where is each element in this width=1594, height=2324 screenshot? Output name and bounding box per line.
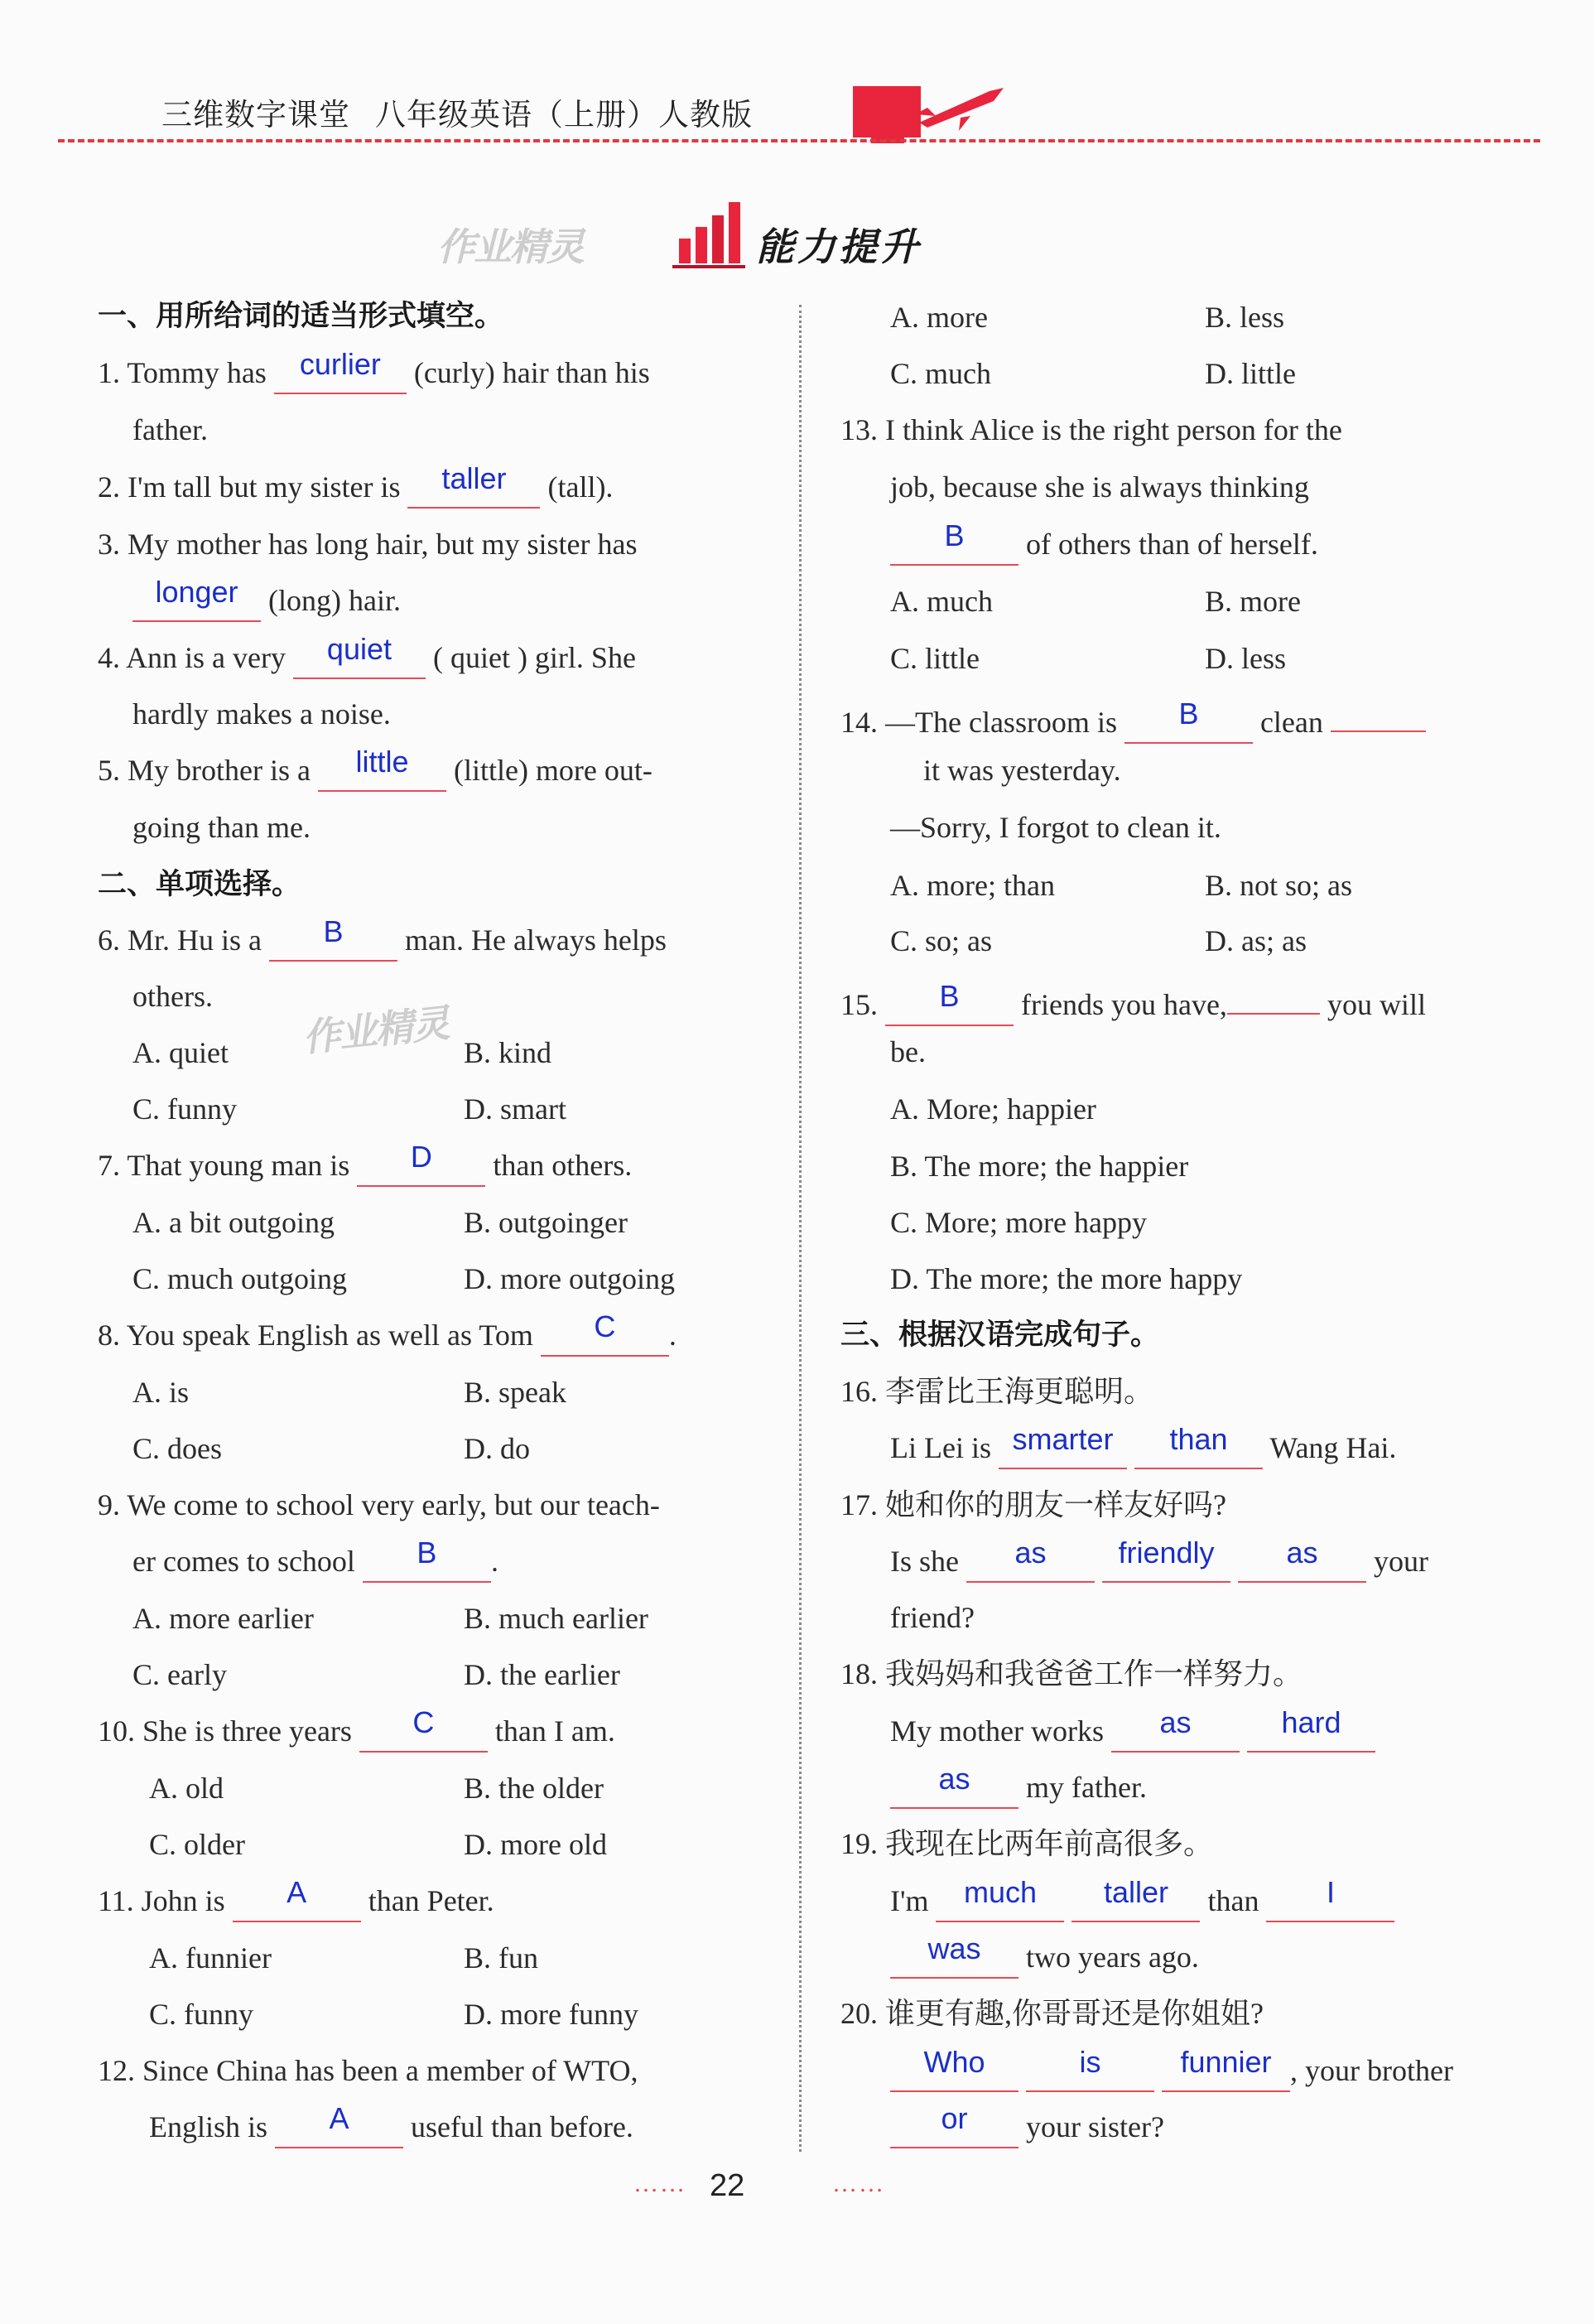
- q14-text: 14. —The classroom is: [840, 706, 1117, 739]
- question-13: 13. I think Alice is the right person for the: [840, 413, 1342, 446]
- q12-blank: [275, 2101, 403, 2148]
- q7-option-c: C. much outgoing: [132, 1262, 347, 1295]
- q8-blank: [541, 1309, 669, 1357]
- q4-answer: quiet: [326, 632, 392, 666]
- q9-option-d: D. the earlier: [464, 1658, 620, 1691]
- q17-text: Is she: [890, 1545, 959, 1578]
- q19-answer-1: much: [963, 1875, 1037, 1909]
- q7-text-2: than others.: [493, 1149, 633, 1182]
- q17-blank-2: [1102, 1536, 1230, 1583]
- q20-text: , your brother: [1290, 2054, 1453, 2087]
- q18-text: My mother works: [890, 1714, 1104, 1748]
- q5-answer: little: [355, 745, 409, 779]
- q19-blank-1: [936, 1875, 1064, 1922]
- q5-text: 5. My brother is a: [98, 754, 311, 787]
- q14-option-d: D. as; as: [1205, 924, 1307, 957]
- q19-answer-4: was: [927, 1931, 981, 1965]
- q5-blank: [318, 745, 446, 792]
- q12-text-2: English is: [149, 2110, 268, 2143]
- q2-text: 2. I'm tall but my sister is: [98, 470, 401, 504]
- q15-answer: B: [939, 979, 960, 1013]
- q20-blank-3: [1162, 2045, 1290, 2092]
- q6-option-c: C. funny: [132, 1092, 237, 1126]
- q13-cont-2: [890, 518, 1318, 566]
- heading-1: 一、用所给词的适当形式填空。: [98, 300, 504, 333]
- q15-option-a: A. More; happier: [890, 1092, 1096, 1126]
- q8-option-b: B. speak: [464, 1376, 566, 1409]
- q16-answer-2: than: [1169, 1422, 1228, 1456]
- page-header: [161, 89, 753, 134]
- page-number: 22: [710, 2168, 745, 2203]
- q11-option-a: A. funnier: [149, 1941, 272, 1974]
- q20-answer-1: Who: [923, 2045, 985, 2079]
- heading-3: 三、根据汉语完成句子。: [840, 1319, 1160, 1352]
- q14-option-c: C. so; as: [890, 924, 993, 957]
- q2-answer: taller: [441, 461, 507, 495]
- q11-text-2: than Peter.: [368, 1884, 494, 1917]
- q14-text-2: clean: [1259, 706, 1323, 739]
- q13-answer: B: [944, 518, 965, 552]
- q14-cont: it was yesterday.: [923, 754, 1121, 787]
- q11-blank: [233, 1875, 361, 1922]
- q12-option-a: A. more: [890, 301, 988, 334]
- q13-option-a: A. much: [890, 585, 993, 618]
- q11-option-d: D. more funny: [464, 1998, 638, 2031]
- q4-cont: hardly makes a noise.: [132, 697, 391, 730]
- q11-option-b: B. fun: [464, 1941, 538, 1974]
- q20-answer-3: funnier: [1180, 2045, 1272, 2079]
- q18-answer-1: as: [1159, 1705, 1192, 1739]
- q19-text-3: two years ago.: [1026, 1941, 1199, 1974]
- q19-answer-3: I: [1326, 1875, 1335, 1909]
- q9-answer: B: [417, 1536, 437, 1569]
- q13-blank: [890, 518, 1019, 566]
- q13-text-3: of others than of herself.: [1026, 528, 1318, 561]
- q4-text-2: ( quiet ) girl. She: [432, 641, 636, 674]
- q20-chinese: 20. 谁更有趣,你哥哥还是你姐姐?: [840, 1997, 1264, 2030]
- series-name: 三维数字课堂: [161, 97, 350, 133]
- q8-option-d: D. do: [464, 1432, 530, 1465]
- question-7: [98, 1140, 633, 1187]
- q6-option-b: B. kind: [464, 1036, 552, 1069]
- q15-blank-2: [1227, 980, 1320, 1015]
- rocket-icon: [911, 83, 1010, 133]
- q8-option-a: A. is: [132, 1376, 190, 1409]
- q7-text: 7. That young man is: [98, 1149, 350, 1182]
- q16-blank-1: [999, 1422, 1127, 1469]
- q8-option-c: C. does: [132, 1432, 222, 1465]
- q19-blank-2: [1071, 1875, 1200, 1922]
- q19-text-2: than: [1207, 1884, 1259, 1917]
- q10-blank: [359, 1705, 488, 1753]
- q20-blank-1: [890, 2045, 1019, 2092]
- q9-text-2: er comes to school: [132, 1545, 355, 1578]
- question-9: 9. We come to school very early, but our teach-: [98, 1488, 660, 1521]
- q8-text: 8. You speak English as well as Tom: [98, 1319, 533, 1352]
- q1-answer: curlier: [299, 347, 381, 381]
- q7-answer: D: [410, 1140, 432, 1174]
- q6-text: 6. Mr. Hu is a: [98, 923, 262, 957]
- q9-option-b: B. much earlier: [464, 1602, 648, 1635]
- q6-option-a: A. quiet: [132, 1036, 229, 1069]
- q17-chinese: 17. 她和你的朋友一样友好吗?: [840, 1488, 1226, 1521]
- q10-option-a: A. old: [149, 1772, 224, 1805]
- question-19: [890, 1875, 1394, 1922]
- q7-blank: [357, 1140, 485, 1187]
- question-2: [98, 461, 614, 509]
- q13-option-b: B. more: [1205, 585, 1301, 618]
- q14-option-a: A. more; than: [890, 869, 1055, 902]
- q12-option-b: B. less: [1205, 301, 1285, 334]
- q6-option-d: D. smart: [464, 1092, 566, 1126]
- q17-blank-3: [1238, 1536, 1366, 1583]
- watermark: 作业精灵: [300, 1000, 450, 1061]
- q8-text-2: .: [668, 1319, 677, 1352]
- q18-blank-3: [890, 1762, 1019, 1809]
- q19-blank-4: [890, 1931, 1019, 1979]
- q17-blank-1: [966, 1536, 1095, 1583]
- q15-text: 15.: [840, 988, 878, 1021]
- q2-text-2: (tall).: [547, 470, 614, 504]
- q12-option-d: D. little: [1205, 357, 1296, 390]
- q19-text: I'm: [890, 1884, 929, 1917]
- q17-answer-1: as: [1014, 1536, 1047, 1569]
- q20-blank-4: [890, 2101, 1019, 2148]
- q15-option-d: D. The more; the more happy: [890, 1262, 1243, 1295]
- q14-blank-1: [1124, 697, 1253, 744]
- question-16: [890, 1422, 1397, 1469]
- question-3: 3. My mother has long hair, but my sister has: [98, 528, 638, 561]
- page-number-dots-left: ……: [633, 2170, 686, 2197]
- q9-blank: [363, 1536, 491, 1583]
- q10-option-b: B. the older: [464, 1772, 604, 1805]
- book-name: 八年级英语（上册）人教版: [375, 97, 753, 133]
- q11-option-c: C. funny: [149, 1998, 253, 2031]
- q2-blank: [407, 461, 540, 509]
- question-15: [840, 980, 1426, 1026]
- q14-blank-2: [1331, 697, 1426, 732]
- watermark: 作业精灵: [437, 224, 583, 269]
- q3-blank: [132, 575, 261, 622]
- q18-answer-3: as: [938, 1762, 970, 1796]
- q15-option-c: C. More; more happy: [890, 1206, 1147, 1239]
- question-11: [98, 1875, 494, 1922]
- q16-text: Li Lei is: [890, 1431, 991, 1464]
- q1-cont: father.: [132, 413, 208, 446]
- q15-text-3: you will: [1327, 988, 1426, 1021]
- question-12: 12. Since China has been a member of WTO,: [98, 2054, 638, 2087]
- q17-answer-3: as: [1286, 1536, 1318, 1569]
- q8-answer: C: [594, 1309, 616, 1343]
- q3-answer: longer: [155, 575, 238, 609]
- q19-cont: [890, 1931, 1199, 1979]
- q17-cont: friend?: [890, 1601, 975, 1634]
- q19-blank-3: [1266, 1875, 1394, 1922]
- q6-cont: others.: [132, 980, 213, 1013]
- bar-chart-icon: [672, 197, 747, 272]
- q11-text: 11. John is: [98, 1884, 225, 1917]
- q4-text: 4. Ann is a very: [98, 641, 286, 674]
- q5-cont: going than me.: [132, 811, 311, 844]
- question-14: [840, 697, 1426, 744]
- q6-answer: B: [323, 914, 344, 948]
- q3-text-2: (long) hair.: [268, 584, 401, 617]
- q14-reply: —Sorry, I forgot to clean it.: [890, 811, 1221, 844]
- q20-answer-4: or: [941, 2101, 968, 2135]
- q13-option-c: C. little: [890, 642, 980, 675]
- q10-text-2: than I am.: [494, 1714, 615, 1748]
- q10-text: 10. She is three years: [98, 1714, 352, 1748]
- header-divider: [58, 139, 1540, 142]
- section-title: 能力提升: [756, 224, 922, 269]
- q6-text-2: man. He always helps: [405, 923, 667, 957]
- page-number-dots-right: ……: [832, 2170, 885, 2197]
- question-1: [98, 347, 650, 394]
- q20-cont: [890, 2101, 1164, 2148]
- q15-cont: be.: [890, 1035, 926, 1068]
- q4-blank: [293, 632, 426, 679]
- q12-answer: A: [329, 2101, 349, 2135]
- q5-text-2: (little) more out-: [453, 754, 653, 787]
- q1-text: 1. Tommy has: [98, 356, 267, 389]
- q16-answer-1: smarter: [1012, 1422, 1114, 1456]
- q15-text-2: friends you have,: [1021, 988, 1227, 1021]
- q17-answer-2: friendly: [1118, 1536, 1215, 1569]
- heading-2: 二、单项选择。: [98, 868, 301, 901]
- q6-blank: [269, 914, 397, 962]
- q16-text-2: Wang Hai.: [1269, 1431, 1397, 1464]
- q7-option-d: D. more outgoing: [464, 1262, 675, 1295]
- q13-option-d: D. less: [1205, 642, 1286, 675]
- q10-option-d: D. more old: [464, 1828, 607, 1861]
- q18-cont: [890, 1762, 1147, 1809]
- q18-blank-1: [1111, 1705, 1240, 1753]
- q16-blank-2: [1134, 1422, 1263, 1469]
- q10-answer: C: [412, 1705, 435, 1739]
- q14-answer: B: [1178, 697, 1199, 730]
- q14-option-b: B. not so; as: [1205, 869, 1353, 902]
- question-5: [98, 745, 653, 792]
- q20-blank-2: [1026, 2045, 1154, 2092]
- column-divider: [799, 305, 802, 2152]
- q20-answer-2: is: [1079, 2045, 1101, 2079]
- q1-text-2: (curly) hair than his: [413, 356, 650, 389]
- question-6: [98, 914, 667, 962]
- q15-option-b: B. The more; the happier: [890, 1150, 1189, 1183]
- q20-text-2: your sister?: [1026, 2110, 1164, 2143]
- q1-blank: [274, 347, 407, 394]
- q12-text-3: useful than before.: [411, 2110, 633, 2143]
- q10-option-c: C. older: [149, 1828, 245, 1861]
- q12-option-c: C. much: [890, 357, 991, 390]
- q9-cont: [132, 1536, 498, 1583]
- question-18: [890, 1705, 1375, 1753]
- q11-answer: A: [287, 1875, 307, 1909]
- q9-text-3: .: [490, 1545, 498, 1578]
- question-10: [98, 1705, 615, 1753]
- q9-option-a: A. more earlier: [132, 1602, 314, 1635]
- question-8: [98, 1309, 677, 1357]
- question-17: [890, 1536, 1428, 1583]
- question-20: [890, 2045, 1453, 2092]
- q16-chinese: 16. 李雷比王海更聪明。: [840, 1375, 1154, 1408]
- q15-blank-1: [885, 979, 1014, 1026]
- q3-cont: [132, 575, 401, 622]
- q18-blank-2: [1247, 1705, 1375, 1753]
- q12-cont: [149, 2101, 633, 2148]
- q19-answer-2: taller: [1103, 1875, 1168, 1909]
- q7-option-a: A. a bit outgoing: [132, 1206, 335, 1239]
- q18-answer-2: hard: [1281, 1705, 1341, 1739]
- q18-chinese: 18. 我妈妈和我爸爸工作一样努力。: [840, 1657, 1303, 1690]
- q18-text-2: my father.: [1026, 1771, 1147, 1804]
- q17-text-2: your: [1374, 1545, 1428, 1578]
- q9-option-c: C. early: [132, 1658, 227, 1691]
- q19-chinese: 19. 我现在比两年前高很多。: [840, 1827, 1214, 1860]
- question-4: [98, 632, 636, 679]
- q13-cont: job, because she is always thinking: [890, 470, 1309, 504]
- q7-option-b: B. outgoinger: [464, 1206, 628, 1239]
